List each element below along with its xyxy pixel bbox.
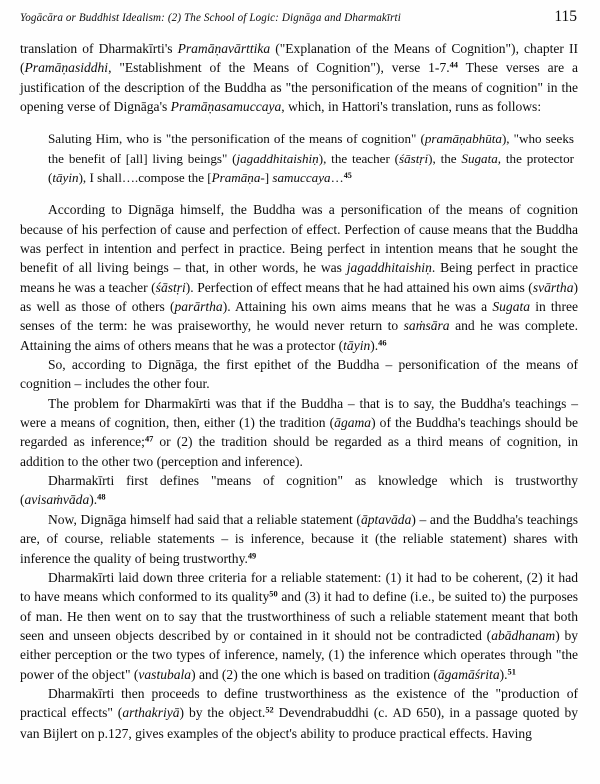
text-run: So, according to Dignāga, the first epithet of the Buddha – personification of the means of cognition – includes the other four. (20, 357, 578, 392)
term-pramana-prefix: Pramāṇa- (211, 170, 265, 186)
term-pramanabhuta: pramāṇabhūta (424, 131, 502, 147)
text-run: ). (370, 337, 379, 353)
footnote-marker-48: 48 (97, 493, 106, 503)
term-tayin: tāyin (52, 170, 79, 186)
text-run: ) as well as those of others ( (20, 279, 578, 315)
text-run: These verses are a justification of the description of the Buddha as "the personification of the means of cognition" in the opening verse of Dignāga's (20, 60, 578, 115)
text-run: Saluting Him, who is "the personification of the means of cognition" ( (48, 131, 425, 147)
term-agama: āgama (334, 415, 372, 431)
text-run: ). Perfection of effect means that he had attained his own aims ( (185, 279, 533, 295)
text-run: and (3) it had to define (i.e., be suited to) the purposes of man. He then went on to say that the trustworthiness of such a reliable statement meant that both seen and unseen objects described by or contained in it should not be contradicted ( (20, 589, 579, 643)
term-avisamvada: avisaṁvāda (24, 492, 90, 508)
text-run: The problem for Dharmakīrti was that if the Buddha – that is to say, the Buddha's teachings – were a means of cognition, then, either (1) the tradition ( (20, 395, 578, 431)
text-run: , which, in Hattori's translation, runs as follows: (281, 99, 542, 115)
text-run: According to Dignāga himself, the Buddha was a personification of the means of cognition because of his perfection of cause and perfection of effect. Perfection of cause means that the Buddha was perfect in intention and perfect in practice. Being perfect in intention means that he sought the benefit of all living beings – that, in other words, he was (20, 202, 578, 276)
paragraph-translation (20, 39, 578, 116)
term-tayin: tāyin (343, 337, 371, 353)
term-arthakriya: arthakriyā (122, 705, 180, 721)
paragraph-so-according (20, 355, 578, 394)
title-pramanasamuccaya: Pramāṇasamuccaya (170, 99, 282, 115)
text-run: ), the (428, 150, 462, 166)
paragraph-problem-for-dharmakirti (20, 394, 578, 471)
text-run: Dharmakīrti first defines "means of cognition" as knowledge which is trustworthy ( (20, 473, 578, 508)
footnote-marker-44: 44 (449, 61, 458, 71)
term-sugata: Sugata (492, 299, 531, 315)
term-jagaddhitaishin: jagaddhitaishiṇ (236, 150, 319, 166)
text-run: … (330, 170, 344, 186)
footnote-marker-47: 47 (144, 435, 154, 445)
footnote-marker-52: 52 (265, 705, 274, 715)
text-run: Now, Dignāga himself had said that a reliable statement ( (48, 511, 361, 527)
term-sastri: śāstṛi (399, 150, 429, 166)
text-run: ) of the Buddha's teachings should be regarded as inference; (20, 415, 578, 450)
running-head (20, 8, 578, 25)
term-aptavada: āptavāda (360, 511, 412, 527)
text-run: translation of Dharmakīrti's (20, 41, 178, 57)
footnote-marker-50: 50 (269, 589, 278, 599)
title-pramanasiddhi: Pramāṇasiddhi (24, 60, 109, 76)
term-abadhanam: abādhanam (491, 627, 556, 643)
text-run: ) by the object. (179, 705, 266, 721)
text-run: ), I shall….compose the [ (78, 170, 212, 186)
text-run: ). (89, 492, 98, 508)
text-run: Dharmakīrti then proceeds to define trustworthiness as the existence of the "production of practical effects" ( (20, 685, 578, 721)
text-run: . Being perfect in practice means he was a teacher ( (20, 260, 578, 295)
text-run: in three senses of the term: he was praiseworthy, he would never return to (20, 299, 578, 334)
page-number: 115 (554, 8, 577, 25)
body-text (20, 39, 578, 743)
term-samuccaya: samuccaya (272, 170, 331, 186)
text-run: the protector ( (48, 150, 574, 186)
blockquote-saluting-him (20, 129, 578, 187)
footnote-marker-46: 46 (378, 338, 387, 348)
running-head-title: Yogācāra or Buddhist Idealism: (2) The School of Logic: Dignāga and Dharmakīrti (20, 12, 401, 24)
text-run: , "Establishment of the Means of Cognition"), verse 1-7. (108, 60, 450, 76)
title-pramanavarttika: Pramāṇavārttika (177, 41, 271, 57)
footnote-marker-51: 51 (507, 667, 516, 677)
text-run: 650), in a passage quoted by van Bijlert on p.127, gives examples of the object's ability to produce practical effects. Having (20, 705, 579, 741)
paragraph-now-dignaga (20, 510, 578, 568)
term-agamasrita: āgamāśrita (437, 666, 500, 682)
text-run: ). Attaining his own aims means that he was a (222, 299, 493, 315)
text-run: and he was complete. Attaining the aims of others means that he was a protector ( (20, 318, 578, 353)
era-abbreviation-ad: AD (392, 706, 412, 721)
text-run: ) and (2) the one which is based on tradition ( (191, 666, 438, 682)
text-run: ). (499, 666, 508, 682)
term-jagaddhitaishin: jagaddhitaishiṇ (346, 260, 432, 276)
text-run: ), "who seeks the benefit of [all] living beings" ( (48, 131, 575, 166)
text-run: or (2) the tradition should be regarded as a third means of cognition, in addition to the other two (perception and inference). (20, 434, 578, 469)
paragraph-according-to-dignaga (20, 200, 578, 355)
paragraph-first-defines (20, 471, 578, 510)
footnote-marker-45: 45 (343, 170, 352, 180)
footnote-marker-49: 49 (247, 551, 257, 561)
text-run: ("Explanation of the Means of Cognition"), chapter II ( (20, 41, 578, 76)
term-parartha: parārtha (174, 299, 223, 315)
text-run: ) by either perception or the two types of inference, namely, (1) the inference which operates through "the power of the object" ( (20, 627, 578, 682)
text-run: ] (264, 170, 273, 186)
paragraph-three-criteria (20, 568, 578, 684)
paragraph-proceeds-to-define (20, 684, 578, 743)
term-sastri: śāstṛi (155, 279, 186, 295)
term-samsara: saṁsāra (403, 318, 450, 334)
text-run: ) – and the Buddha's teachings are, of course, reliable statements – is inference, because it (the reliable statement) shares with inference the quality of being trustworthy. (20, 511, 578, 566)
term-sugata: Sugata, (461, 150, 502, 166)
text-run: ), the teacher ( (318, 150, 399, 166)
term-vastubala: vastubala (138, 666, 192, 682)
text-run: Devendrabuddhi (c. (273, 705, 393, 721)
term-svartha: svārtha (532, 279, 574, 295)
text-run: Dharmakīrti laid down three criteria for a reliable statement: (1) it had to be coherent, (2) it had to have means which conformed to its quality (20, 569, 578, 605)
